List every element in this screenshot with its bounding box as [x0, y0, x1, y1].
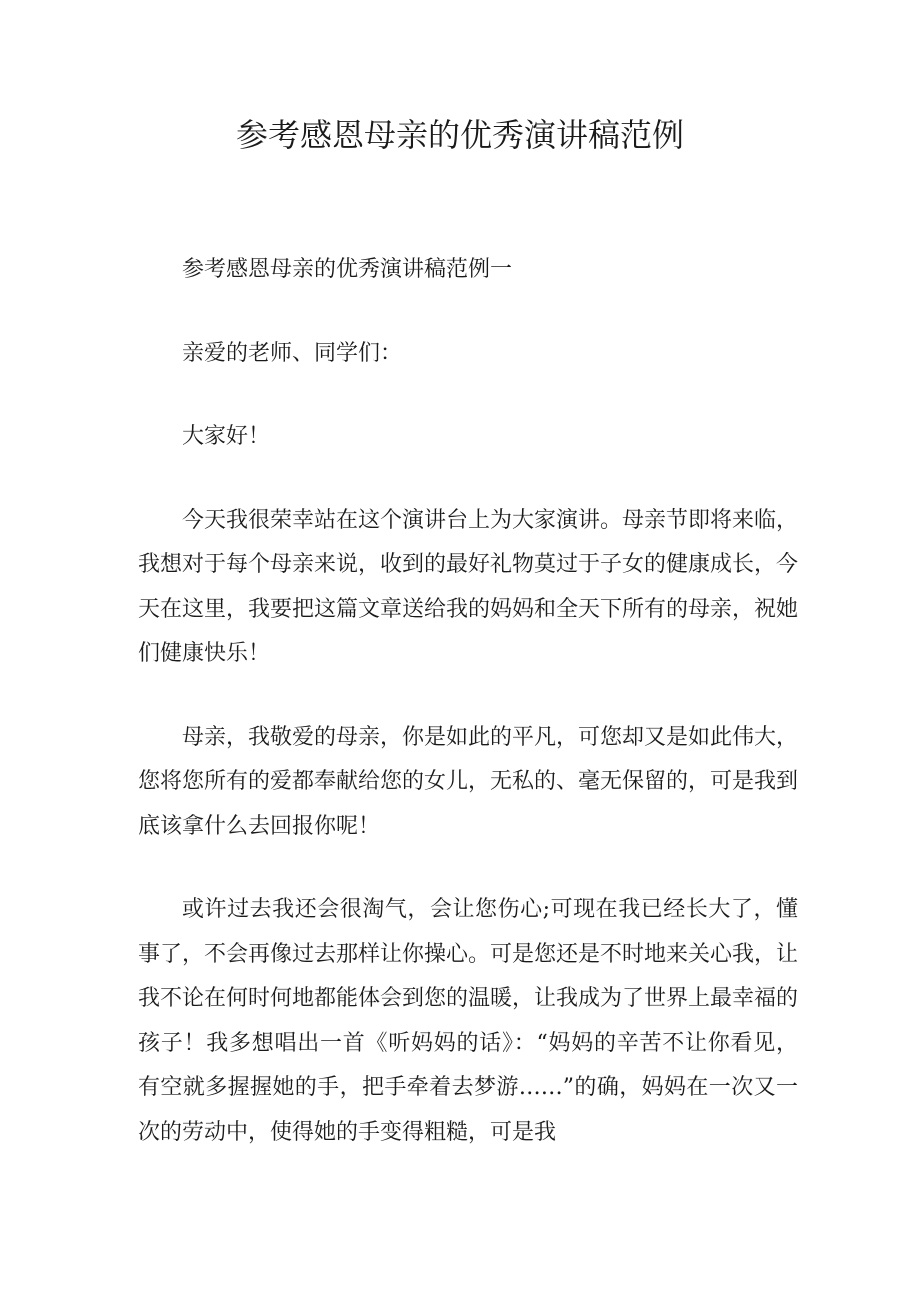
document-title: 参考感恩母亲的优秀演讲稿范例 [235, 116, 684, 154]
paragraph-body-2: 母亲，我敬爱的母亲，你是如此的平凡，可您却又是如此伟大，您将您所有的爱都奉献给您的女儿，无私的、毫无保留的，可是我到底该拿什么去回报你呢！ [138, 724, 799, 839]
document-body [138, 248, 798, 1155]
paragraph-salutation: 亲爱的老师、同学们： [182, 340, 403, 366]
paragraph-body-1: 今天我很荣幸站在这个演讲台上为大家演讲。母亲节即将来临，我想对于每个母亲来说，收到的最好礼物莫过于子女的健康成长，今天在这里，我要把这篇文章送给我的妈妈和全天下所有的母亲，祝她们健康快乐！ [138, 507, 799, 666]
paragraph-section-heading: 参考感恩母亲的优秀演讲稿范例一 [182, 257, 513, 282]
paragraph-greeting: 大家好！ [182, 424, 271, 449]
paragraph-body-3: 或许过去我还会很淘气，会让您伤心;可现在我已经长大了，懂事了，不会再像过去那样让你操心。可是您还是不时地来关心我，让我不论在何时何地都能体会到您的温暖，让我成为了世界上最幸福的孩子！我多想唱出一首《听妈妈的话》：“妈妈的辛苦不让你看见，有空就多握握她的手，把手牵着去梦游……”的确，妈妈在一次又一次的劳动中，使得她的手变得粗糙，可是我 [138, 897, 799, 1145]
